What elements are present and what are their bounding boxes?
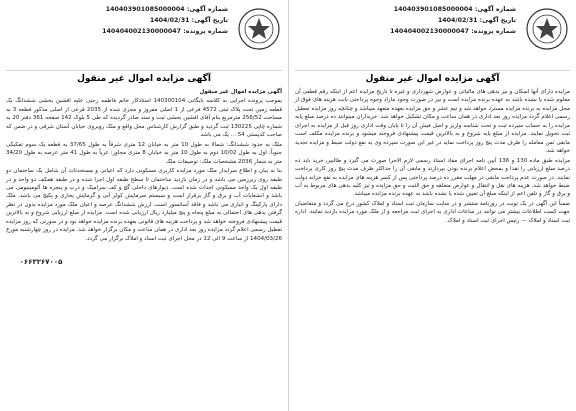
notice-meta-left xyxy=(102,4,228,37)
notice-number: شماره آگهی: 140403901085000004 xyxy=(393,6,516,13)
body-paragraph: بنا به بیان و اطلاع سرایدار ملک مورد مزایده کاربری مسکونی دارد که اعیانی و مستحدثات آن شامل یک ساختمان دو طبقه روی زیرزمین می باشد و در زمان بازدید ساختمان تا سطح طبقه اول اجرا شده و در طبقه همکف دو واحد و در طبقه اول یک واحد مسکونی احداث شده است. دیوارهای داخلی گچ و کف سرامیک و درب و پنجره ها آلومینیومی می باشد و انشعابات آب و برق و گاز برقرار است و سیستم سرمایش کولر آبی و گرمایش بخاری و پکیج می باشد. ملک دارای پارکینگ و انباری می باشد و فاقد آسانسور است. ارزش ششدانگ عرصه و اعیان ملک مورد مزایده بدون در نظر گرفتن بدهی های احتمالی به مبلغ پنجاه و پنج میلیارد ریال ارزیابی شده است. مزایده از مبلغ ارزیابی شروع و به بالاترین قیمت پیشنهادی فروخته خواهد شد و پرداخت هزینه های قانونی بعهده برنده مزایده خواهد بود و در صورتی که روز مزایده تعطیل رسمی اعلام گردد مزایده روز بعد اداری در همان ساعت و مکان برگزار خواهد شد. مزایده در روز چهارشنبه مورخ 1404/03/26 از ساعت 9 الی 12 در محل اجرای ثبت اسناد و املاک برگزار می گردد. xyxy=(6,168,282,242)
file-number: شماره پرونده: 140404002130000047 xyxy=(390,28,516,35)
body-paragraph: ملک به حدود ششدانگ: شمالا به طول 10 متر به خیابان 12 متری شرقاً به طول 37/65 به قطعه یک سوم تفکیکی جنوباً: اول به طول 10/02 دوم به طول 10 متر به خیابان 8 متری مجاور: غرباً به طول 41 متر عرصه به طول 34/20 متر به شمار 2036 مشخصات ملک: توصیفات ملک xyxy=(6,141,282,165)
phone-number: ۰۶۶۳۲۶۷۰۰۵ xyxy=(19,258,63,266)
divider xyxy=(295,70,570,71)
body-paragraph: ضمناً این آگهی در یک نوبت در روزنامه منتشر و در سایت سازمان ثبت اسناد و املاک کشور درج می گردد و متقاضیان جهت کسب اطلاعات بیشتر می توانند در ساعات اداری به اجرای ثبت مراجعه و از ملک مورد مزایده بازدید نمایند. اداره ثبت اسناد و املاک — رئیس اجرای ثبت اسناد و املاک. xyxy=(295,200,570,224)
notice-body-right xyxy=(295,88,570,226)
notice-title: آگهی مزایده اموال غیر منقول xyxy=(365,74,500,84)
notice-number: شماره آگهی: 140403901085000004 xyxy=(105,6,228,13)
body-paragraph: مزایده طبق ماده 130 و 136 آیین نامه اجرای مفاد اسناد رسمی لازم الاجرا صورت می گیرد و طالبین خرید باید ده درصد مبلغ ارزیابی را نقدا و بمحض اعلام برنده بودن بپردازند و مابقی آن را حداکثر ظرف مدت پنج روز کاری پرداخت نمایند. در صورت عدم پرداخت مابقی در مهلت مقرر ده درصد پرداختی پس از کسر هزینه های مزایده به نفع خزانه دولت ضبط خواهد شد. هزینه های نقل و انتقال و عوارض متعلقه و حق الثبت و حق مزایده و نیز کلیه بدهی های مربوط به آب و برق و گاز و تلفن اعم از اینکه مبلغ آن تعیین شده یا نشده باشد به عهده برنده مزایده میباشد. xyxy=(295,157,570,198)
notice-column-right xyxy=(289,0,576,411)
notice-title: آگهی مزایده اموال غیر منقول xyxy=(77,74,211,84)
notice-body-left xyxy=(6,88,282,244)
body-paragraph: بموجب پرونده اجرایی به کلاسه بایگانی 140300104 استادکار خانم فاطمه رجبی علیه افشین بخشی ششدانگ یک قطعه زمین تحت پلاک ثبتی 4572 فرعی از 1 اصلی مفروز و مجزی شده از 2035 فرعی از اصلی مذکور قطعه 3 به مساحت 256/52 مترمربع بنام آقای افشین بخشی ثبت و سند صادر گردیده که طی 5 بلوک 142 صفحه 361 دفتر 20 به شماره چاپی 130225 ثبت گردید و طبق گزارش کارشناس محل واقع و ملک روبروی خیابان آستان شرقی و در ضمن که صاحب کدپستی 54 ... یک می باشد xyxy=(6,98,283,139)
notice-date: تاریخ آگهی: 1404/02/31 xyxy=(149,17,228,24)
file-number: شماره پرونده: 140404002130000047 xyxy=(102,28,228,35)
divider xyxy=(6,70,282,71)
registry-emblem-icon xyxy=(524,6,570,52)
body-paragraph: آگهی مزایده اموال غیر منقول xyxy=(199,89,282,95)
body-paragraph: مزایده دارای آنها اسکان و نیز بدهی های مالیاتی و عوارض شهرداری و غیره تا تاریخ مزایده اعم از اینکه رقم قطعی آن معلوم شده یا نشده باشد به عهده برنده مزایده است و نیز در صورت وجود مازاد وجوه پرداختی بابت هزینه های فوق از محل مزایده به برنده مزایده مسترد خواهد شد و نیم عشر و حق مزایده بعهده متعهد میباشد و چنانچه روز مزایده تعطیل رسمی اعلام گردد مزایده روز بعد اداری در همان ساعت و مکان تشکیل خواهد شد. خریداران میتوانند ده درصد مبلغ پایه مزایده را به حساب سپرده ثبت و تحت شناسه واریز و اصل فیش آن را تا پایان وقت اداری روز قبل از مزایده به اجرای ثبت تحویل نمایند. مزایده از مبلغ پایه شروع و به بالاترین قیمت پیشنهادی فروخته میشود و برنده مزایده مکلف است مابقی ثمن معامله را ظرف مدت پنج روز پرداخت نماید در غیر این صورت سپرده وی به نفع دولت ضبط و مزایده تجدید خواهد شد. xyxy=(295,89,570,155)
registry-emblem-icon xyxy=(236,6,282,52)
notice-date: تاریخ آگهی: 1404/02/31 xyxy=(437,17,516,24)
notice-meta-right xyxy=(390,4,516,37)
